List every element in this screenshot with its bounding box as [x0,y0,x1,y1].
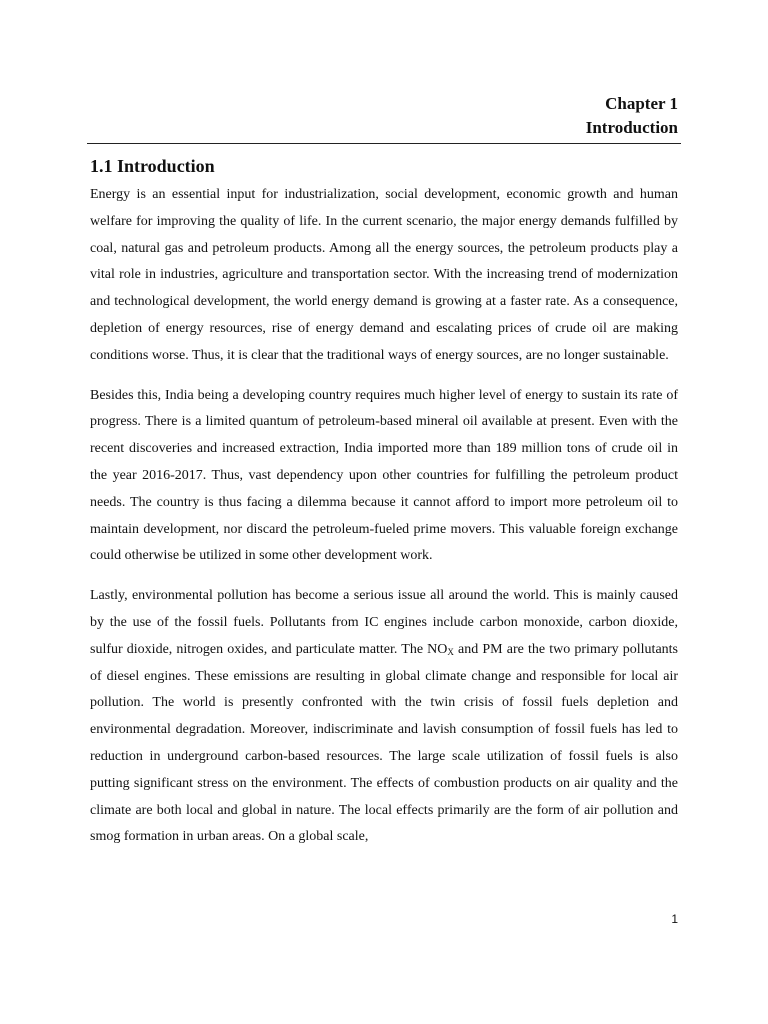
page-number: 1 [671,912,678,926]
paragraph-3-part-a: Lastly, environmental pollution has become a serious issue all around the world. This is mainly caused by the use of the fossil fuels. Pollutants from IC engines include carbon monoxide, carbon dioxide, sulfur dioxide, nitrogen oxides, and particulate matter. The NO [90,588,678,657]
paragraph-2: Besides this, India being a developing country requires much higher level of energy to sustain its rate of progress. There is a limited quantum of petroleum-based mineral oil available at present. Even with the recent discoveries and increased extraction, India imported more than 189 million tons of crude oil in the year 2016-2017. Thus, vast dependency upon other countries for fulfilling the petroleum product needs. The country is thus facing a dilemma because it cannot afford to import more petroleum oil to maintain development, nor discard the petroleum-fueled prime movers. This valuable foreign exchange could otherwise be utilized in some other development work. [90,387,678,564]
paragraph-1: Energy is an essential input for industrialization, social development, economic growth and human welfare for improving the quality of life. In the current scenario, the major energy demands fulfilled by coal, natural gas and petroleum products. Among all the energy sources, the petroleum products play a vital role in industries, agriculture and transportation sector. With the increasing trend of modernization and technological development, the world energy demand is growing at a faster rate. As a consequence, depletion of energy resources, rise of energy demand and escalating prices of crude oil are making conditions worse. Thus, it is clear that the traditional ways of energy sources, are no longer sustainable. [90,187,678,363]
header-divider [87,143,681,144]
chapter-number: Chapter 1 [605,94,678,113]
body-text [90,182,678,851]
chapter-title: Introduction [585,118,678,137]
nox-subscript: X [447,646,454,657]
chapter-header [586,92,678,140]
section-heading: 1.1 Introduction [90,156,215,176]
paragraph-3 [90,583,678,851]
paragraph-3-part-b: and PM are the two primary pollutants of diesel engines. These emissions are resulting in global climate change and responsible for local air pollution. The world is presently confronted with the twin crisis of fossil fuels depletion and environmental degradation. Moreover, indiscriminate and lavish consumption of fossil fuels has led to reduction in underground carbon-based resources. The large scale utilization of fossil fuels is also putting significant stress on the environment. The effects of combustion products on air quality and the climate are both local and global in nature. The local effects primarily are the form of air pollution and smog formation in urban areas. On a global scale, [90,641,678,845]
